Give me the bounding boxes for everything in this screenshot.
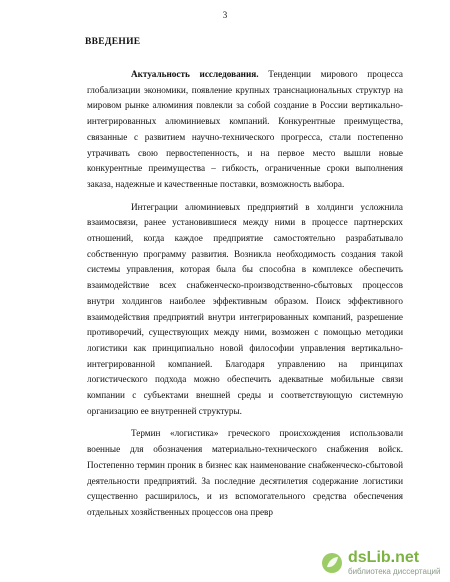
dslib-watermark: [320, 548, 442, 578]
watermark-brand-tld: net: [395, 549, 420, 566]
paragraph-integration: Интеграции алюминиевых предприятий в холдинги усложнила взаимосвязи, ранее установившиеся между ними в процессе партнерских отношений, когда каждое предприятие самостоятельно разрабатывало собственную программу развития. Возникла необходимость создания такой системы управления, которая была бы способна в комплексе обеспечить взаимодействие всех снабженческо-производственно-сбытовых процессов внутри холдингов наиболее эффективным образом. Поиск эффективного взаимодействия предприятий внутри интегрированных компаний, разрешение противоречий, существующих между ними, возможен с помощью методики логистики как принципиально новой философии управления вертикально-интегрированной компанией. Благодаря управлению на принципах логистического подхода можно обеспечить адекватные мобильные связи компании с субъектами внешней среды и соответствующую системную организацию ее внутренней структуры.: [87, 201, 403, 416]
watermark-text: [348, 550, 440, 576]
paragraph-logistics-term: Термин «логистика» греческого происхождения использовали военные для обозначения материально-технического снабжения войск. Постепенно термин проник в бизнес как наименование снабженческо-сбытовой деятельности предприятий. За последние десятилетия содержание логистики существенно расширилось, и из вспомогательного средства обеспечения отдельных хозяйственных процессов она превр: [87, 428, 403, 517]
page-number: 3: [222, 10, 228, 20]
paragraph-lead: Актуальность исследования.: [131, 69, 259, 79]
watermark-brand: [348, 550, 440, 566]
document-body: [87, 67, 403, 521]
paragraph-text: Тенденции мирового процесса глобализации экономики, появление крупных транснациональных структур на мировом рынке алюминия повлекли за собой создание в России вертикально-интегрированных алюминиевых компаний. Конкурентные преимущества, связанные с развитием научно-технического прогресса, стали постепенно утрачивать свою первостепенность, и на первое место вышли новые конкурентные преимущества – гибкость, ограниченные сроки выполнения заказа, надежные и качественные поставки, возможность выбора.: [87, 69, 403, 189]
watermark-tagline: библиотека диссертаций: [348, 567, 441, 576]
watermark-brand-main: dsLib: [348, 549, 391, 566]
paragraph-relevance: [87, 67, 403, 193]
section-heading: ВВЕДЕНИЕ: [85, 37, 141, 47]
watermark-brand-dot: .: [390, 549, 396, 566]
leaf-logo-icon: [320, 551, 344, 575]
